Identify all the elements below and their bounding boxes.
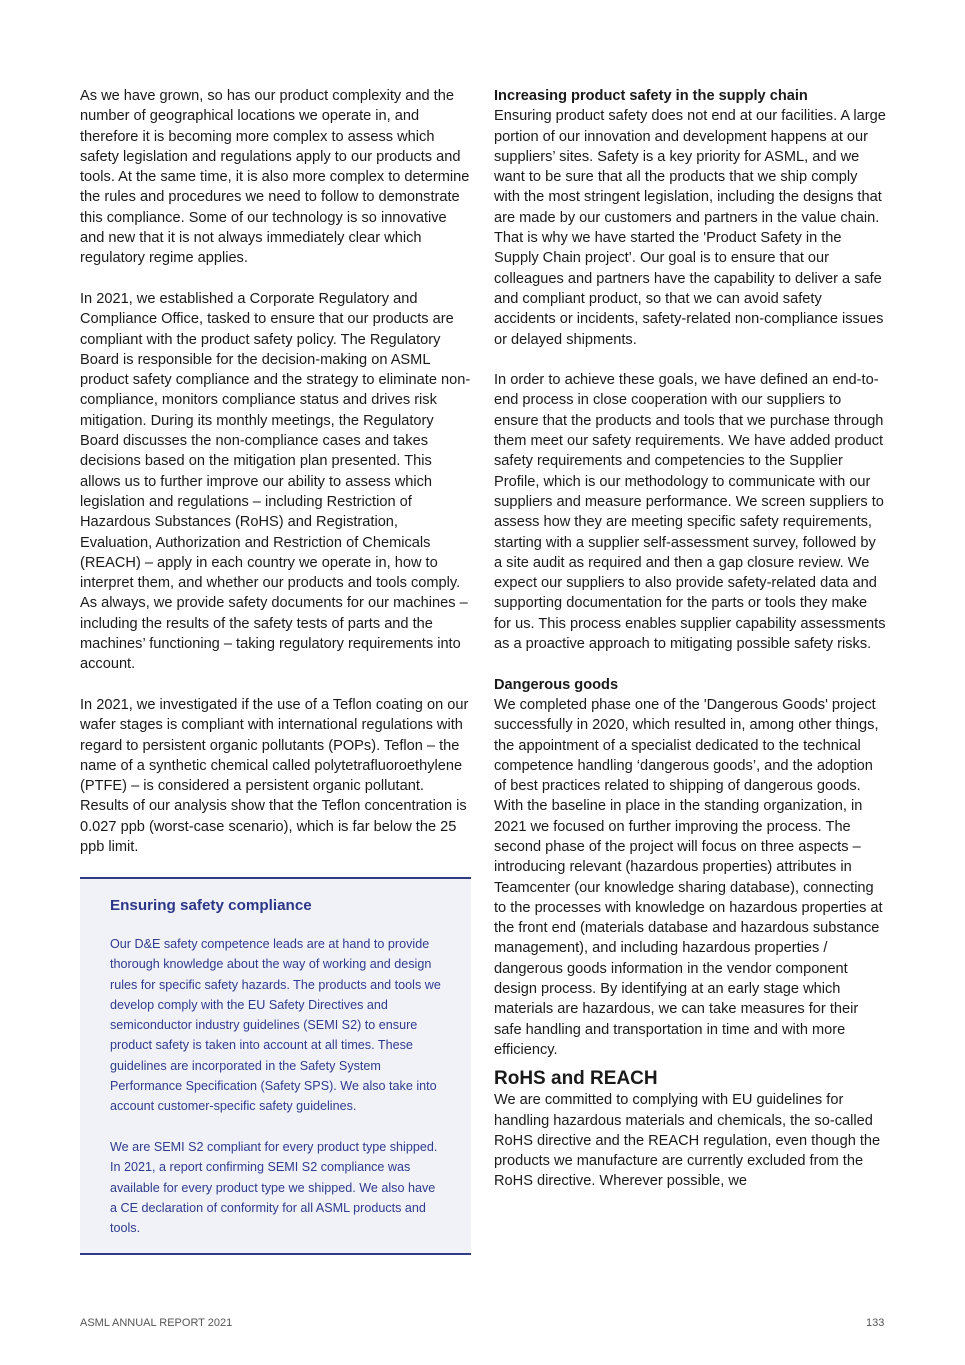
callout-paragraph: Our D&E safety competence leads are at hand to provide thorough knowledge about the way of working and design rules for specific safety hazards. The products and tools we develop comply with the EU Safety Directives and semiconductor industry guidelines (SEMI S2) to ensure product safety is taken into account at all times. These guidelines are incorporated in the Safety System Performance Specification (Safety SPS). We also take into account customer-specific safety guidelines. [110,937,441,1114]
section-title: RoHS and REACH [494,1068,658,1090]
section-heading: Increasing product safety in the supply chain [494,88,808,104]
left-column [80,86,472,878]
paragraph: We are committed to complying with EU guidelines for handling hazardous materials and chemicals, the so-called RoHS directive and the REACH regulation, even though the products we manufacture are currently excluded from the RoHS directive. Wherever possible, we [494,1092,881,1190]
paragraph: As we have grown, so has our product complexity and the number of geographical locations we operate in, and therefore it is becoming more complex to assess which safety legislation and regulations apply to our products and tools. At the same time, it is also more complex to determine the rules and procedures we need to follow to demonstrate this compliance. Some of our technology is so innovative and new that it is not always immediately clear which regulatory regime applies. [80,88,470,267]
right-column [494,86,886,1212]
paragraph: In 2021, we established a Corporate Regulatory and Compliance Office, tasked to ensure that our products are compliant with the product safety policy. The Regulatory Board is responsible for the decision-making on ASML product safety compliance and the strategy to eliminate non-compliance, monitors compliance status and drives risk mitigation. During its monthly meetings, the Regulatory Board discusses the non-compliance cases and takes decisions based on the mitigation plan presented. This allows us to further improve our ability to assess which legislation and regulations – including Restriction of Hazardous Substances (RoHS) and Registration, Evaluation, Authorization and Restriction of Chemicals (REACH) – apply in each country we operate in, how to interpret them, and whether our products and tools comply. As always, we provide safety documents for our machines – including the results of the safety tests of parts and the machines’ functioning – taking regulatory requirements into account. [80,290,471,673]
paragraph: In order to achieve these goals, we have defined an end-to-end process in close cooperation with our suppliers to ensure that the products and tools that we purchase through them meet our safety requirements. We have added product safety requirements and competencies to the Supplier Profile, which is our methodology to communicate with our suppliers and measure performance. We screen suppliers to assess how they are meeting specific safety requirements, starting with a supplier self-assessment survey, followed by a site audit as required and then a gap closure review. We expect our suppliers to also provide safety-related data and supporting documentation for the parts or tools they make for us. This process enables supplier capability assessments as a proactive approach to mitigating possible safety risks. [494,372,886,653]
section-heading: Dangerous goods [494,676,619,693]
callout-box [80,877,471,1255]
paragraph: Ensuring product safety does not end at our facilities. A large portion of our innovation and development happens at our suppliers’ sites. Safety is a key priority for ASML, and we want to be sure that all the products that we ship comply with the most stringent legislation, including the designs that are made by our customers and partners in the value chain. That is why we have started the 'Product Safety in the Supply Chain project’. Our goal is to ensure that our colleagues and partners have the capability to deliver a safe and compliant product, so that we can avoid safety accidents or incidents, safety-related non-compliance issues or delayed shipments. [494,108,886,348]
footer-report-title: ASML ANNUAL REPORT 2021 [80,1317,233,1329]
callout-paragraph: We are SEMI S2 compliant for every product type shipped. In 2021, a report confirming SEMI S2 compliance was available for every product type we shipped. We also have a CE declaration of conformity for all ASML products and tools. [110,1139,438,1236]
callout-title: Ensuring safety compliance [110,897,312,914]
paragraph: We completed phase one of the 'Dangerous Goods' project successfully in 2020, which resulted in, among other things, the appointment of a specialist dedicated to the technical competence handling ‘dangerous goods’, and the adoption of best practices related to shipping of dangerous goods. With the baseline in place in the standing organization, in 2021 we focused on further improving the process. The second phase of the project will focus on three aspects – introducing relevant (hazardous properties) attributes in Teamcenter (our knowledge sharing database), connecting to the processes with knowledge on hazardous properties at the front end (materials database and hazardous substance management), and including hazardous properties / dangerous goods information in the vendor component design process. By identifying at an early stage which materials are hazardous, we can take measures for their safe handling and transportation in time and with more efficiency. [494,696,883,1058]
page-number: 133 [866,1317,885,1329]
paragraph: In 2021, we investigated if the use of a Teflon coating on our wafer stages is compliant with international regulations with regard to persistent organic pollutants (POPs). Teflon – the name of a synthetic chemical called polytetrafluoroethylene (PTFE) – is considered a persistent organic pollutant. Results of our analysis show that the Teflon concentration is 0.027 ppb (worst-case scenario), which is far below the 25 ppb limit. [80,696,469,855]
